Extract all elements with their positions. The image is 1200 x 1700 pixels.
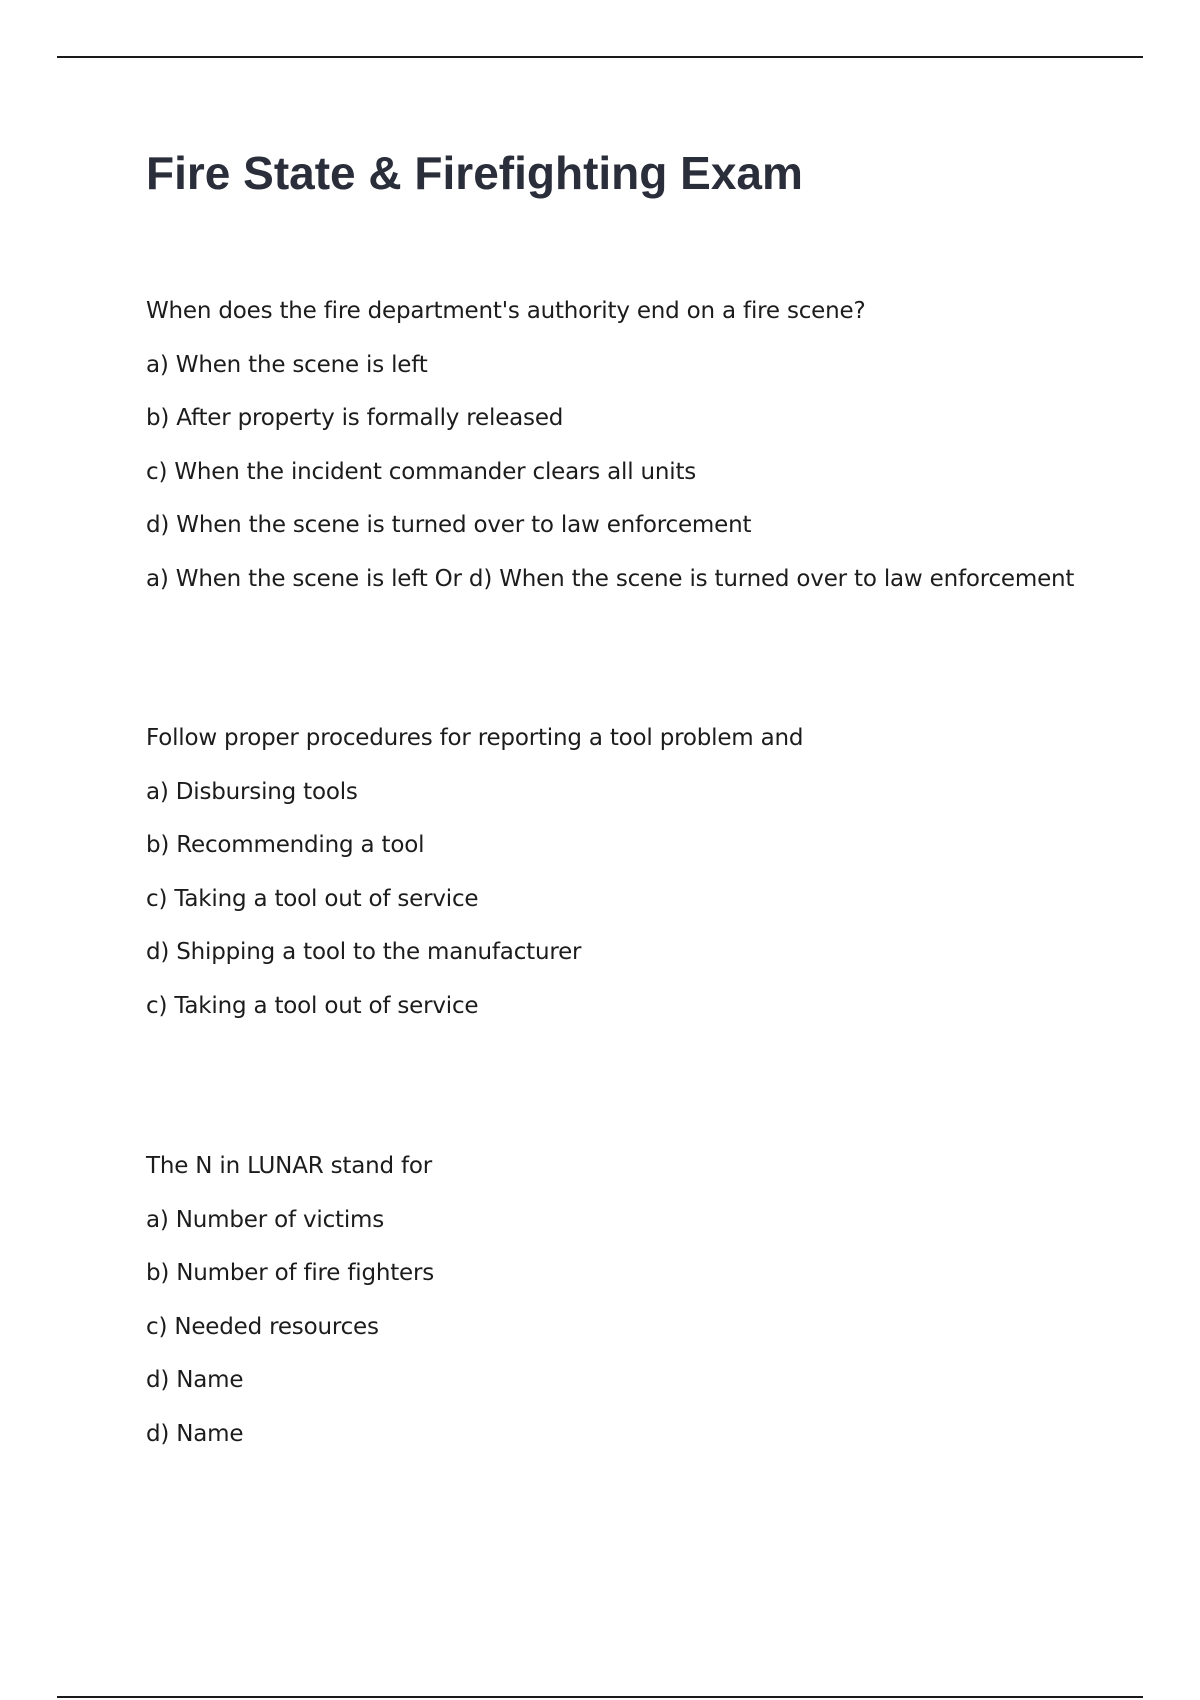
answer: d) Name bbox=[146, 1420, 244, 1447]
question-prompt: The N in LUNAR stand for bbox=[146, 1153, 433, 1179]
option-a: a) When the scene is left bbox=[146, 351, 428, 378]
option-c: c) Taking a tool out of service bbox=[146, 885, 479, 912]
question-prompt: When does the fire department's authority end on a fire scene? bbox=[146, 298, 866, 324]
question-2 bbox=[146, 723, 1146, 1044]
question-1 bbox=[146, 296, 1146, 617]
answer: a) When the scene is left Or d) When the scene is turned over to law enforcement bbox=[146, 565, 1075, 592]
bottom-rule bbox=[57, 1696, 1143, 1698]
question-prompt: Follow proper procedures for reporting a tool problem and bbox=[146, 725, 804, 751]
option-c: c) Needed resources bbox=[146, 1313, 379, 1340]
option-b: b) After property is formally released bbox=[146, 405, 564, 431]
option-a: a) Number of victims bbox=[146, 1206, 385, 1233]
option-d: d) Name bbox=[146, 1367, 244, 1393]
answer: c) Taking a tool out of service bbox=[146, 992, 479, 1019]
question-3 bbox=[146, 1151, 1146, 1472]
option-d: d) When the scene is turned over to law enforcement bbox=[146, 512, 752, 538]
page-title: Fire State & Firefighting Exam bbox=[146, 147, 803, 199]
option-b: b) Number of fire fighters bbox=[146, 1260, 435, 1286]
option-b: b) Recommending a tool bbox=[146, 832, 425, 858]
top-rule bbox=[57, 56, 1143, 58]
option-d: d) Shipping a tool to the manufacturer bbox=[146, 939, 582, 965]
option-a: a) Disbursing tools bbox=[146, 778, 358, 805]
option-c: c) When the incident commander clears all units bbox=[146, 458, 697, 485]
